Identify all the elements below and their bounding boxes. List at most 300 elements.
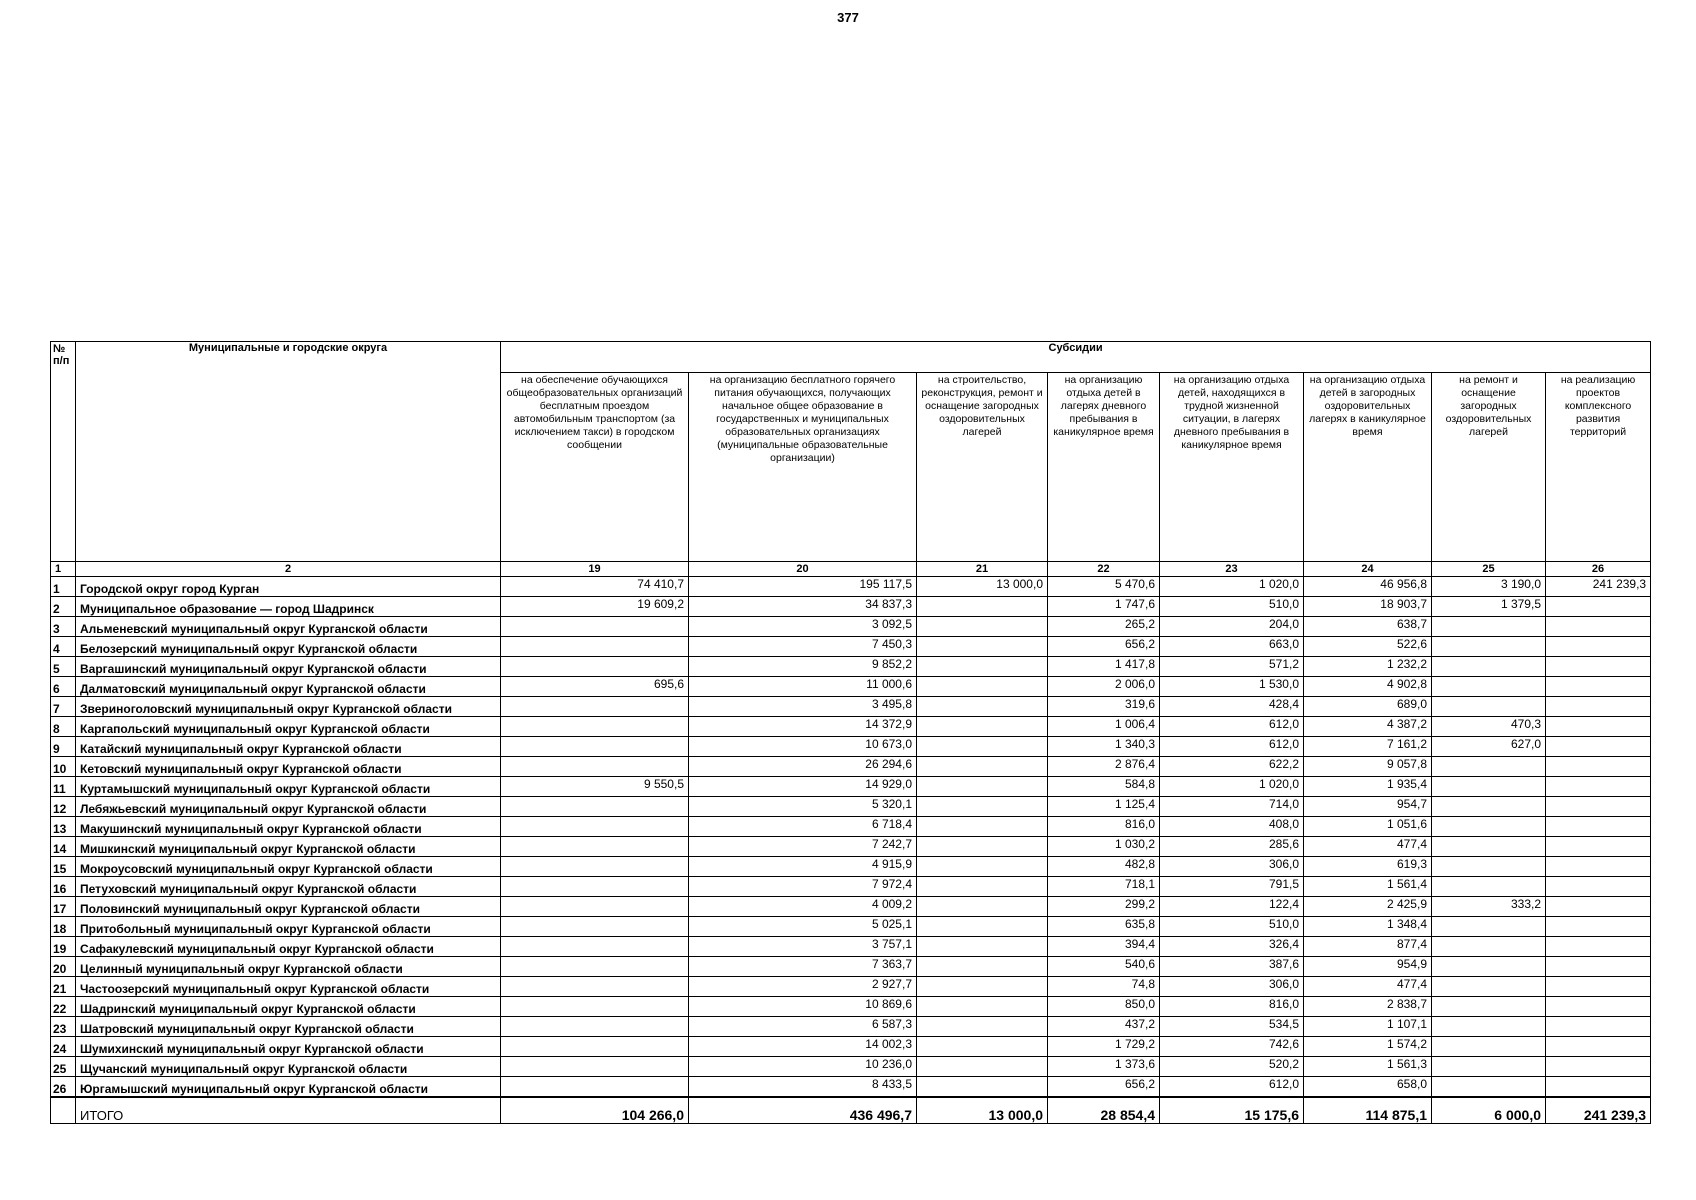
subsidy-value [917,737,1048,757]
row-number: 19 [51,937,76,957]
municipality-name: Кетовский муниципальный округ Курганской области [76,757,501,777]
table-row [51,777,1651,797]
subsidy-value [1546,677,1651,697]
subsidy-value [1432,637,1546,657]
municipality-name: Сафакулевский муниципальный округ Курганской области [76,937,501,957]
subsidy-value [917,1037,1048,1057]
total-value: 436 496,7 [689,1097,917,1124]
subsidy-value: 387,6 [1160,957,1304,977]
row-number: 21 [51,977,76,997]
total-value: 13 000,0 [917,1097,1048,1124]
subsidy-value: 3 757,1 [689,937,917,957]
row-number: 22 [51,997,76,1017]
subsidy-value: 510,0 [1160,597,1304,617]
subsidy-value [1432,617,1546,637]
column-number: 24 [1304,562,1432,577]
subsidy-value: 477,4 [1304,837,1432,857]
total-label: ИТОГО [76,1097,501,1124]
subsidy-value: 742,6 [1160,1037,1304,1057]
subsidy-value [917,657,1048,677]
subsidy-value [501,1077,689,1098]
subsidy-value: 2 425,9 [1304,897,1432,917]
subsidy-value: 695,6 [501,677,689,697]
subsidy-value: 1 107,1 [1304,1017,1432,1037]
municipality-name: Целинный муниципальный округ Курганской области [76,957,501,977]
subsidy-value [1432,817,1546,837]
subsidy-value [917,597,1048,617]
subsidy-value [917,1017,1048,1037]
header-subcolumn: на строительство, реконструкция, ремонт и оснащение загородных оздоровительных лагерей [917,373,1048,562]
subsidy-value [1546,837,1651,857]
table-row [51,877,1651,897]
row-number: 18 [51,917,76,937]
table-body [51,577,1651,1098]
subsidy-value: 437,2 [1048,1017,1160,1037]
table-row [51,857,1651,877]
subsidy-value: 5 025,1 [689,917,917,937]
subsidy-value: 584,8 [1048,777,1160,797]
subsidy-value [917,897,1048,917]
subsidy-value: 306,0 [1160,857,1304,877]
header-subcolumn: на организацию бесплатного горячего питания обучающихся, получающих начальное общее образование в государственных и муниципальных образовательных организациях (муниципальные образовательные организации) [689,373,917,562]
subsidy-value: 10 236,0 [689,1057,917,1077]
subsidy-value: 689,0 [1304,697,1432,717]
subsidy-value: 1 373,6 [1048,1057,1160,1077]
subsidy-value: 656,2 [1048,637,1160,657]
municipality-name: Частоозерский муниципальный округ Курганской области [76,977,501,997]
row-number: 9 [51,737,76,757]
subsidy-value [1546,897,1651,917]
table-row [51,1017,1651,1037]
subsidy-value: 1 561,4 [1304,877,1432,897]
subsidy-value [917,957,1048,977]
subsidy-value [1432,1017,1546,1037]
subsidy-value: 10 673,0 [689,737,917,757]
subsidy-value: 13 000,0 [917,577,1048,597]
subsidy-value: 520,2 [1160,1057,1304,1077]
subsidy-value: 619,3 [1304,857,1432,877]
subsidy-value: 319,6 [1048,697,1160,717]
subsidy-value [501,757,689,777]
subsidy-value: 265,2 [1048,617,1160,637]
subsidy-value: 4 387,2 [1304,717,1432,737]
table-row [51,577,1651,597]
subsidy-value [1546,1037,1651,1057]
subsidy-value: 7 450,3 [689,637,917,657]
column-number: 1 [51,562,76,577]
municipality-name: Половинский муниципальный округ Курганской области [76,897,501,917]
table-row [51,737,1651,757]
subsidy-value: 19 609,2 [501,597,689,617]
municipality-name: Лебяжьевский муниципальный округ Курганской области [76,797,501,817]
subsidy-value: 1 051,6 [1304,817,1432,837]
total-value: 104 266,0 [501,1097,689,1124]
subsidy-value: 1 747,6 [1048,597,1160,617]
subsidy-value: 1 348,4 [1304,917,1432,937]
subsidy-value [1546,997,1651,1017]
subsidy-value: 74 410,7 [501,577,689,597]
subsidy-value [917,857,1048,877]
subsidy-value [1432,797,1546,817]
municipality-name: Притобольный муниципальный округ Курганской области [76,917,501,937]
subsidy-value [501,797,689,817]
municipality-name: Далматовский муниципальный округ Курганской области [76,677,501,697]
table-row [51,1057,1651,1077]
subsidy-value [501,937,689,957]
municipality-name: Щучанский муниципальный округ Курганской области [76,1057,501,1077]
subsidy-value: 241 239,3 [1546,577,1651,597]
subsidy-value: 1 729,2 [1048,1037,1160,1057]
table-row [51,817,1651,837]
municipality-name: Куртамышский муниципальный округ Курганской области [76,777,501,797]
row-number: 11 [51,777,76,797]
subsidy-value: 7 363,7 [689,957,917,977]
subsidy-value [501,617,689,637]
subsidy-value [1432,697,1546,717]
subsidy-value [501,857,689,877]
subsidy-value: 333,2 [1432,897,1546,917]
subsidy-value: 470,3 [1432,717,1546,737]
subsidies-table-container [50,341,1650,1124]
table-row [51,917,1651,937]
row-number: 20 [51,957,76,977]
row-number: 2 [51,597,76,617]
subsidy-value [917,817,1048,837]
subsidy-value [1432,937,1546,957]
subsidy-value [1432,857,1546,877]
total-index-cell [51,1097,76,1124]
subsidy-value [1546,877,1651,897]
subsidy-value [917,757,1048,777]
subsidy-value [917,1077,1048,1098]
header-subcolumn: на организацию отдыха детей в лагерях дневного пребывания в каникулярное время [1048,373,1160,562]
subsidy-value [1432,677,1546,697]
subsidy-value: 510,0 [1160,917,1304,937]
subsidy-value: 571,2 [1160,657,1304,677]
subsidy-value: 195 117,5 [689,577,917,597]
row-number: 15 [51,857,76,877]
municipality-name: Юргамышский муниципальный округ Курганской области [76,1077,501,1098]
municipality-name: Каргапольский муниципальный округ Курганской области [76,717,501,737]
table-row [51,1077,1651,1098]
subsidy-value: 1 530,0 [1160,677,1304,697]
row-number: 14 [51,837,76,857]
column-number: 22 [1048,562,1160,577]
municipality-name: Городской округ город Курган [76,577,501,597]
subsidy-value: 1 574,2 [1304,1037,1432,1057]
row-number: 24 [51,1037,76,1057]
subsidy-value: 4 915,9 [689,857,917,877]
table-row [51,717,1651,737]
subsidy-value: 1 417,8 [1048,657,1160,677]
table-row [51,1037,1651,1057]
subsidy-value [917,997,1048,1017]
subsidy-value [1432,977,1546,997]
subsidy-value [917,1057,1048,1077]
row-number: 5 [51,657,76,677]
subsidy-value: 791,5 [1160,877,1304,897]
municipality-name: Мишкинский муниципальный округ Курганской области [76,837,501,857]
subsidy-value [1432,757,1546,777]
column-number: 19 [501,562,689,577]
table-row [51,597,1651,617]
subsidy-value: 540,6 [1048,957,1160,977]
subsidy-value: 522,6 [1304,637,1432,657]
table-footer [51,1097,1651,1124]
subsidy-value: 299,2 [1048,897,1160,917]
subsidy-value [1546,917,1651,937]
subsidy-value: 46 956,8 [1304,577,1432,597]
municipality-name: Белозерский муниципальный округ Курганской области [76,637,501,657]
subsidy-value: 1 935,4 [1304,777,1432,797]
table-row [51,997,1651,1017]
municipality-name: Шадринский муниципальный округ Курганской области [76,997,501,1017]
total-row [51,1097,1651,1124]
column-number: 20 [689,562,917,577]
subsidy-value [1432,1037,1546,1057]
subsidy-value: 477,4 [1304,977,1432,997]
subsidy-value [501,977,689,997]
subsidy-value: 638,7 [1304,617,1432,637]
subsidy-value: 612,0 [1160,737,1304,757]
municipality-name: Звериноголовский муниципальный округ Курганской области [76,697,501,717]
subsidy-value: 14 002,3 [689,1037,917,1057]
subsidy-value [1546,1077,1651,1098]
subsidy-value [501,637,689,657]
subsidy-value: 954,7 [1304,797,1432,817]
table-row [51,957,1651,977]
municipality-name: Катайский муниципальный округ Курганской области [76,737,501,757]
subsidy-value: 9 057,8 [1304,757,1432,777]
table-row [51,937,1651,957]
subsidy-value: 6 718,4 [689,817,917,837]
row-number: 10 [51,757,76,777]
subsidy-value [1546,597,1651,617]
subsidy-value: 2 927,7 [689,977,917,997]
subsidy-value: 306,0 [1160,977,1304,997]
subsidy-value [917,937,1048,957]
subsidy-value [917,777,1048,797]
row-number: 12 [51,797,76,817]
subsidy-value: 1 006,4 [1048,717,1160,737]
subsidy-value [917,617,1048,637]
subsidy-value [1546,957,1651,977]
subsidy-value: 5 470,6 [1048,577,1160,597]
subsidy-value: 612,0 [1160,1077,1304,1098]
subsidy-value [1546,617,1651,637]
subsidy-value [501,1017,689,1037]
row-number: 13 [51,817,76,837]
municipality-name: Макушинский муниципальный округ Курганской области [76,817,501,837]
subsidy-value [917,717,1048,737]
subsidy-value [917,977,1048,997]
subsidy-value [1546,657,1651,677]
header-subcolumn: на организацию отдыха детей, находящихся в трудной жизненной ситуации, в лагерях дневного пребывания в каникулярное время [1160,373,1304,562]
subsidy-value: 627,0 [1432,737,1546,757]
row-number: 4 [51,637,76,657]
municipality-name: Варгашинский муниципальный округ Курганской области [76,657,501,677]
subsidy-value: 326,4 [1160,937,1304,957]
header-name-column: Муниципальные и городские округа [76,342,501,562]
subsidy-value: 1 020,0 [1160,777,1304,797]
subsidy-value [501,817,689,837]
row-number: 1 [51,577,76,597]
column-number: 2 [76,562,501,577]
subsidy-value: 18 903,7 [1304,597,1432,617]
page-number: 377 [837,10,859,25]
total-value: 6 000,0 [1432,1097,1546,1124]
header-subsidies-group: Субсидии [501,342,1651,373]
subsidy-value [1546,1017,1651,1037]
subsidy-value [1546,717,1651,737]
subsidy-value [1546,797,1651,817]
header-subcolumn: на обеспечение обучающихся общеобразовательных организаций бесплатным проездом автомобильным транспортом (за исключением такси) в городском сообщении [501,373,689,562]
subsidy-value [1432,777,1546,797]
subsidy-value [501,877,689,897]
table-row [51,697,1651,717]
subsidy-value: 14 929,0 [689,777,917,797]
subsidy-value [1432,1057,1546,1077]
subsidy-value: 6 587,3 [689,1017,917,1037]
municipality-name: Муниципальное образование — город Шадринск [76,597,501,617]
subsidy-value: 2 876,4 [1048,757,1160,777]
subsidies-table [50,341,1651,1124]
subsidy-value: 612,0 [1160,717,1304,737]
subsidy-value: 1 030,2 [1048,837,1160,857]
subsidy-value [917,877,1048,897]
table-row [51,897,1651,917]
total-value: 241 239,3 [1546,1097,1651,1124]
table-row [51,797,1651,817]
subsidy-value: 3 190,0 [1432,577,1546,597]
column-number: 23 [1160,562,1304,577]
subsidy-value [1546,737,1651,757]
subsidy-value [1546,757,1651,777]
table-row [51,677,1651,697]
subsidy-value: 1 561,3 [1304,1057,1432,1077]
subsidy-value [501,837,689,857]
subsidy-value: 5 320,1 [689,797,917,817]
subsidy-value: 7 972,4 [689,877,917,897]
row-number: 25 [51,1057,76,1077]
municipality-name: Шатровский муниципальный округ Курганской области [76,1017,501,1037]
subsidy-value: 122,4 [1160,897,1304,917]
subsidy-value [501,957,689,977]
row-number: 7 [51,697,76,717]
subsidy-value: 622,2 [1160,757,1304,777]
subsidy-value [1432,917,1546,937]
header-number-column: № п/п [51,342,76,562]
subsidy-value: 8 433,5 [689,1077,917,1098]
table-row [51,837,1651,857]
total-value: 28 854,4 [1048,1097,1160,1124]
row-number: 6 [51,677,76,697]
subsidy-value: 14 372,9 [689,717,917,737]
subsidy-value: 718,1 [1048,877,1160,897]
table-row [51,757,1651,777]
subsidy-value: 26 294,6 [689,757,917,777]
subsidy-value: 635,8 [1048,917,1160,937]
row-number: 8 [51,717,76,737]
subsidy-value: 74,8 [1048,977,1160,997]
subsidy-value: 1 125,4 [1048,797,1160,817]
subsidy-value: 1 379,5 [1432,597,1546,617]
subsidy-value [1546,697,1651,717]
subsidy-value [501,657,689,677]
subsidy-value [917,837,1048,857]
subsidy-value: 394,4 [1048,937,1160,957]
subsidy-value [1432,997,1546,1017]
subsidy-value: 34 837,3 [689,597,917,617]
subsidy-value: 2 838,7 [1304,997,1432,1017]
subsidy-value: 534,5 [1160,1017,1304,1037]
subsidy-value [1546,977,1651,997]
row-number: 16 [51,877,76,897]
subsidy-value [501,997,689,1017]
table-row [51,617,1651,637]
subsidy-value [917,797,1048,817]
subsidy-value: 954,9 [1304,957,1432,977]
subsidy-value: 10 869,6 [689,997,917,1017]
subsidy-value [1432,957,1546,977]
subsidy-value [1546,777,1651,797]
subsidy-value [1546,637,1651,657]
subsidy-value: 714,0 [1160,797,1304,817]
municipality-name: Шумихинский муниципальный округ Курганской области [76,1037,501,1057]
subsidy-value [501,1037,689,1057]
subsidy-value: 816,0 [1048,817,1160,837]
subsidy-value [1546,817,1651,837]
total-value: 114 875,1 [1304,1097,1432,1124]
subsidy-value: 3 495,8 [689,697,917,717]
municipality-name: Мокроусовский муниципальный округ Курганской области [76,857,501,877]
subsidy-value [1432,877,1546,897]
subsidy-value [501,697,689,717]
row-number: 3 [51,617,76,637]
header-subcolumn: на ремонт и оснащение загородных оздоровительных лагерей [1432,373,1546,562]
subsidy-value [501,897,689,917]
subsidy-value [917,917,1048,937]
subsidy-value [501,1057,689,1077]
subsidy-value: 4 009,2 [689,897,917,917]
subsidy-value: 656,2 [1048,1077,1160,1098]
subsidy-value: 816,0 [1160,997,1304,1017]
subsidy-value: 9 852,2 [689,657,917,677]
column-number: 21 [917,562,1048,577]
subsidy-value: 428,4 [1160,697,1304,717]
table-row [51,977,1651,997]
subsidy-value: 1 340,3 [1048,737,1160,757]
subsidy-value [1546,1057,1651,1077]
subsidy-value: 1 232,2 [1304,657,1432,677]
subsidy-value: 663,0 [1160,637,1304,657]
total-value: 15 175,6 [1160,1097,1304,1124]
row-number: 23 [51,1017,76,1037]
row-number: 17 [51,897,76,917]
subsidy-value [501,717,689,737]
subsidy-value: 408,0 [1160,817,1304,837]
subsidy-value [1546,937,1651,957]
subsidy-value: 11 000,6 [689,677,917,697]
table-row [51,637,1651,657]
subsidy-value: 658,0 [1304,1077,1432,1098]
subsidy-value: 1 020,0 [1160,577,1304,597]
subsidy-value: 204,0 [1160,617,1304,637]
subsidy-value [501,917,689,937]
subsidy-value [1432,837,1546,857]
subsidy-value [917,697,1048,717]
subsidy-value: 7 242,7 [689,837,917,857]
